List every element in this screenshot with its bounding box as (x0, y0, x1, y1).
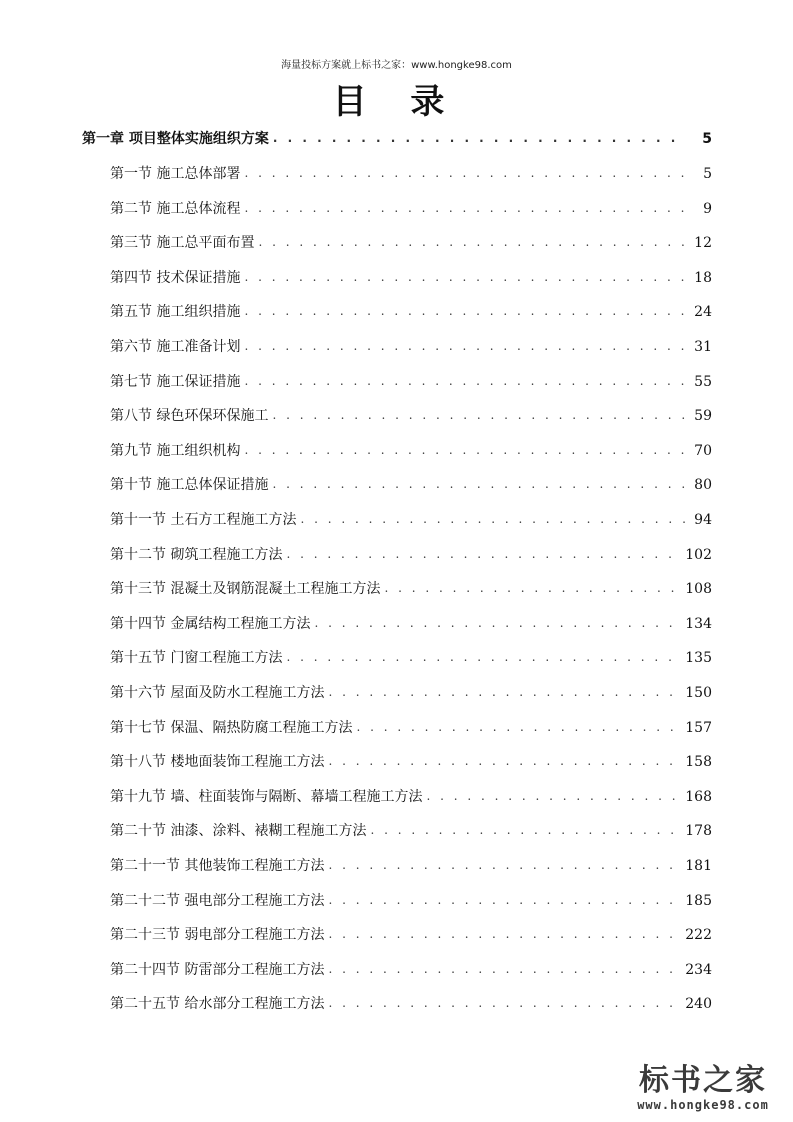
toc-page-number: 70 (694, 442, 712, 459)
toc-entry-label: 第十九节 墙、柱面装饰与隔断、幕墙工程施工方法 (110, 788, 423, 805)
toc-entry-label: 第十六节 屋面及防水工程施工方法 (110, 685, 325, 701)
toc-leader-dots (244, 164, 686, 182)
toc-entry-label: 第二节 施工总体流程 (110, 200, 241, 217)
toc-page-number: 240 (685, 996, 712, 1013)
toc-section-entry[interactable] (110, 890, 712, 912)
toc-leader-dots (328, 960, 679, 978)
toc-page-number: 185 (685, 892, 712, 909)
toc-entry-label: 第十节 施工总体保证措施 (110, 477, 269, 494)
toc-leader-dots (300, 510, 686, 528)
toc-page-number: 135 (685, 650, 712, 667)
toc-page-number: 5 (703, 166, 712, 182)
toc-page-number: 59 (694, 408, 712, 425)
toc-leader-dots (314, 614, 679, 632)
toc-entry-label: 第十三节 混凝土及钢筋混凝土工程施工方法 (110, 581, 381, 598)
toc-section-entry[interactable] (110, 993, 712, 1015)
toc-leader-dots (272, 475, 686, 493)
watermark-logo-text: 标书之家 (639, 1063, 767, 1098)
toc-leader-dots (244, 199, 686, 217)
toc-section-entry[interactable] (110, 163, 712, 185)
toc-leader-dots (258, 233, 686, 251)
toc-page-number: 12 (694, 235, 712, 252)
toc-entry-label: 第一章 项目整体实施组织方案 (82, 131, 269, 147)
toc-section-entry[interactable] (110, 371, 712, 393)
toc-entry-label: 第二十一节 其他装饰工程施工方法 (110, 858, 325, 874)
toc-section-entry[interactable] (110, 924, 712, 946)
toc-leader-dots (356, 718, 679, 736)
toc-section-entry[interactable] (110, 613, 712, 635)
toc-page-number: 168 (685, 788, 712, 805)
toc-leader-dots (426, 787, 679, 805)
toc-entry-label: 第五节 施工组织措施 (110, 304, 241, 321)
toc-leader-dots (328, 752, 679, 770)
toc-page-number: 31 (694, 339, 712, 355)
toc-leader-dots (244, 337, 686, 355)
toc-page-number: 150 (685, 685, 712, 701)
toc-entry-label: 第十四节 金属结构工程施工方法 (110, 615, 311, 632)
toc-entry-label: 第六节 施工准备计划 (110, 339, 241, 355)
toc-page-number: 134 (685, 615, 712, 632)
toc-section-entry[interactable] (110, 474, 712, 496)
toc-section-entry[interactable] (110, 959, 712, 981)
toc-section-entry[interactable] (110, 336, 712, 358)
toc-page-number: 158 (685, 754, 712, 771)
toc-page-number: 234 (685, 961, 712, 978)
toc-entry-label: 第十七节 保温、隔热防腐工程施工方法 (110, 719, 353, 736)
toc-entry-label: 第十一节 土石方工程施工方法 (110, 512, 297, 528)
toc-section-entry[interactable] (110, 820, 712, 842)
toc-section-entry[interactable] (110, 647, 712, 669)
toc-page-number: 222 (685, 927, 712, 944)
toc-entry-label: 第二十三节 弱电部分工程施工方法 (110, 927, 325, 944)
toc-page-number: 55 (694, 373, 712, 390)
toc-entry-label: 第一节 施工总体部署 (110, 166, 241, 182)
toc-leader-dots (286, 648, 679, 666)
toc-page-number: 94 (694, 512, 712, 528)
toc-section-entry[interactable] (110, 578, 712, 600)
toc-section-entry[interactable] (110, 855, 712, 877)
toc-leader-dots (328, 925, 679, 943)
toc-section-entry[interactable] (110, 405, 712, 427)
toc-page-number: 157 (685, 719, 712, 736)
toc-page-number: 80 (694, 477, 712, 494)
toc-section-entry[interactable] (110, 440, 712, 462)
toc-entry-label: 第二十五节 给水部分工程施工方法 (110, 996, 325, 1013)
toc-section-entry[interactable] (110, 682, 712, 704)
toc-leader-dots (328, 683, 679, 701)
toc-leader-dots (244, 441, 686, 459)
toc-entry-label: 第十五节 门窗工程施工方法 (110, 650, 283, 667)
toc-page-number: 181 (685, 858, 712, 874)
toc-section-entry[interactable] (110, 198, 712, 220)
toc-leader-dots (328, 856, 679, 874)
toc-leader-dots (328, 891, 679, 909)
toc-chapter-entry[interactable] (82, 128, 712, 150)
toc-entry-label: 第四节 技术保证措施 (110, 269, 241, 286)
page-title: 目 录 (332, 82, 461, 122)
toc-leader-dots (244, 268, 686, 286)
toc-page-number: 108 (685, 581, 712, 598)
toc-entry-label: 第九节 施工组织机构 (110, 442, 241, 459)
toc-leader-dots (273, 129, 686, 147)
toc-entry-label: 第七节 施工保证措施 (110, 373, 241, 390)
toc-page-number: 5 (702, 131, 712, 147)
toc-leader-dots (370, 821, 679, 839)
toc-section-entry[interactable] (110, 232, 712, 254)
toc-section-entry[interactable] (110, 717, 712, 739)
toc-leader-dots (272, 406, 686, 424)
toc-section-entry[interactable] (110, 751, 712, 773)
toc-section-entry[interactable] (110, 544, 712, 566)
toc-page-number: 24 (694, 304, 712, 321)
toc-section-entry[interactable] (110, 301, 712, 323)
toc-entry-label: 第十二节 砌筑工程施工方法 (110, 546, 283, 563)
toc-entry-label: 第二十四节 防雷部分工程施工方法 (110, 961, 325, 978)
toc-section-entry[interactable] (110, 509, 712, 531)
toc-page-number: 9 (703, 200, 712, 217)
toc-entry-label: 第三节 施工总平面布置 (110, 235, 255, 252)
toc-entry-label: 第二十节 油漆、涂料、裱糊工程施工方法 (110, 823, 367, 840)
toc-entry-label: 第十八节 楼地面装饰工程施工方法 (110, 754, 325, 771)
watermark-url: www.hongke98.com (637, 1098, 769, 1112)
watermark-logo (623, 1064, 783, 1112)
toc-section-entry[interactable] (110, 267, 712, 289)
toc-leader-dots (384, 579, 679, 597)
toc-page-number: 18 (694, 269, 712, 286)
toc-leader-dots (244, 302, 686, 320)
header-note: 海量投标方案就上标书之家：www.hongke98.com (281, 60, 512, 71)
toc-entry-label: 第八节 绿色环保环保施工 (110, 408, 269, 425)
toc-page-number: 178 (685, 823, 712, 840)
toc-entry-label: 第二十二节 强电部分工程施工方法 (110, 892, 325, 909)
toc-page-number: 102 (685, 546, 712, 563)
toc-leader-dots (328, 994, 679, 1012)
toc-section-entry[interactable] (110, 786, 712, 808)
toc-leader-dots (286, 545, 679, 563)
toc-leader-dots (244, 372, 686, 390)
